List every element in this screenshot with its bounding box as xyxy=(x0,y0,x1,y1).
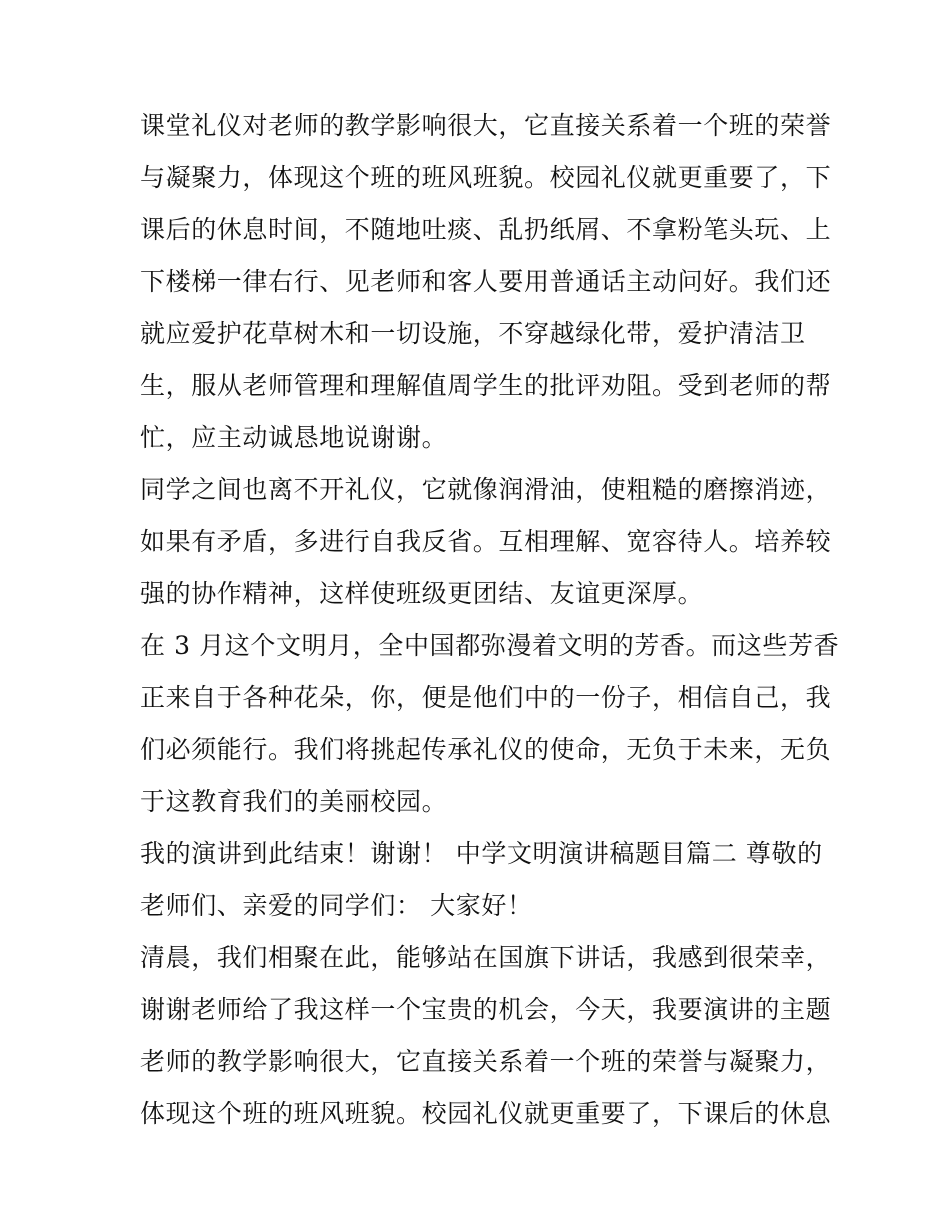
text-line: 生，服从老师管理和理解值周学生的批评劝阻。受到老师的帮 xyxy=(140,371,832,400)
text-line: 与凝聚力，体现这个班的班风班貌。校园礼仪就更重要了，下 xyxy=(140,163,832,192)
text-line: 谢谢老师给了我这样一个宝贵的机会，今天，我要演讲的主题 xyxy=(140,995,832,1024)
text-line: 课后的休息时间，不随地吐痰、乱扔纸屑、不拿粉笔头玩、上 xyxy=(140,215,832,244)
text-line: 下楼梯一律右行、见老师和客人要用普通话主动问好。我们还 xyxy=(140,267,832,296)
text-line: 课堂礼仪对老师的教学影响很大，它直接关系着一个班的荣誉 xyxy=(140,111,832,140)
text-line: 老师们、亲爱的同学们： 大家好！ xyxy=(140,891,533,920)
text-line: 同学之间也离不开礼仪，它就像润滑油，使粗糙的磨擦消迹， xyxy=(140,475,832,504)
text-line: 老师的教学影响很大，它直接关系着一个班的荣誉与凝聚力， xyxy=(140,1047,832,1076)
text-line: 正来自于各种花朵，你，便是他们中的一份子，相信自己，我 xyxy=(140,683,832,712)
text-line: 于这教育我们的美丽校园。 xyxy=(140,787,448,816)
text-line: 清晨，我们相聚在此，能够站在国旗下讲话，我感到很荣幸， xyxy=(140,943,832,972)
body-text xyxy=(140,100,840,1140)
text-line: 体现这个班的班风班貌。校园礼仪就更重要了，下课后的休息 xyxy=(140,1099,832,1128)
text-line: 在 3 月这个文明月，全中国都弥漫着文明的芳香。而这些芳香 xyxy=(140,631,840,660)
text-line: 强的协作精神，这样使班级更团结、友谊更深厚。 xyxy=(140,579,704,608)
text-line: 我的演讲到此结束！谢谢！ 中学文明演讲稿题目篇二 尊敬的 xyxy=(140,839,823,868)
text-line: 就应爱护花草树木和一切设施，不穿越绿化带，爱护清洁卫 xyxy=(140,319,806,348)
text-line: 如果有矛盾，多进行自我反省。互相理解、宽容待人。培养较 xyxy=(140,527,832,556)
text-line: 忙，应主动诚恳地说谢谢。 xyxy=(140,423,448,452)
text-line: 们必须能行。我们将挑起传承礼仪的使命，无负于未来，无负 xyxy=(140,735,832,764)
